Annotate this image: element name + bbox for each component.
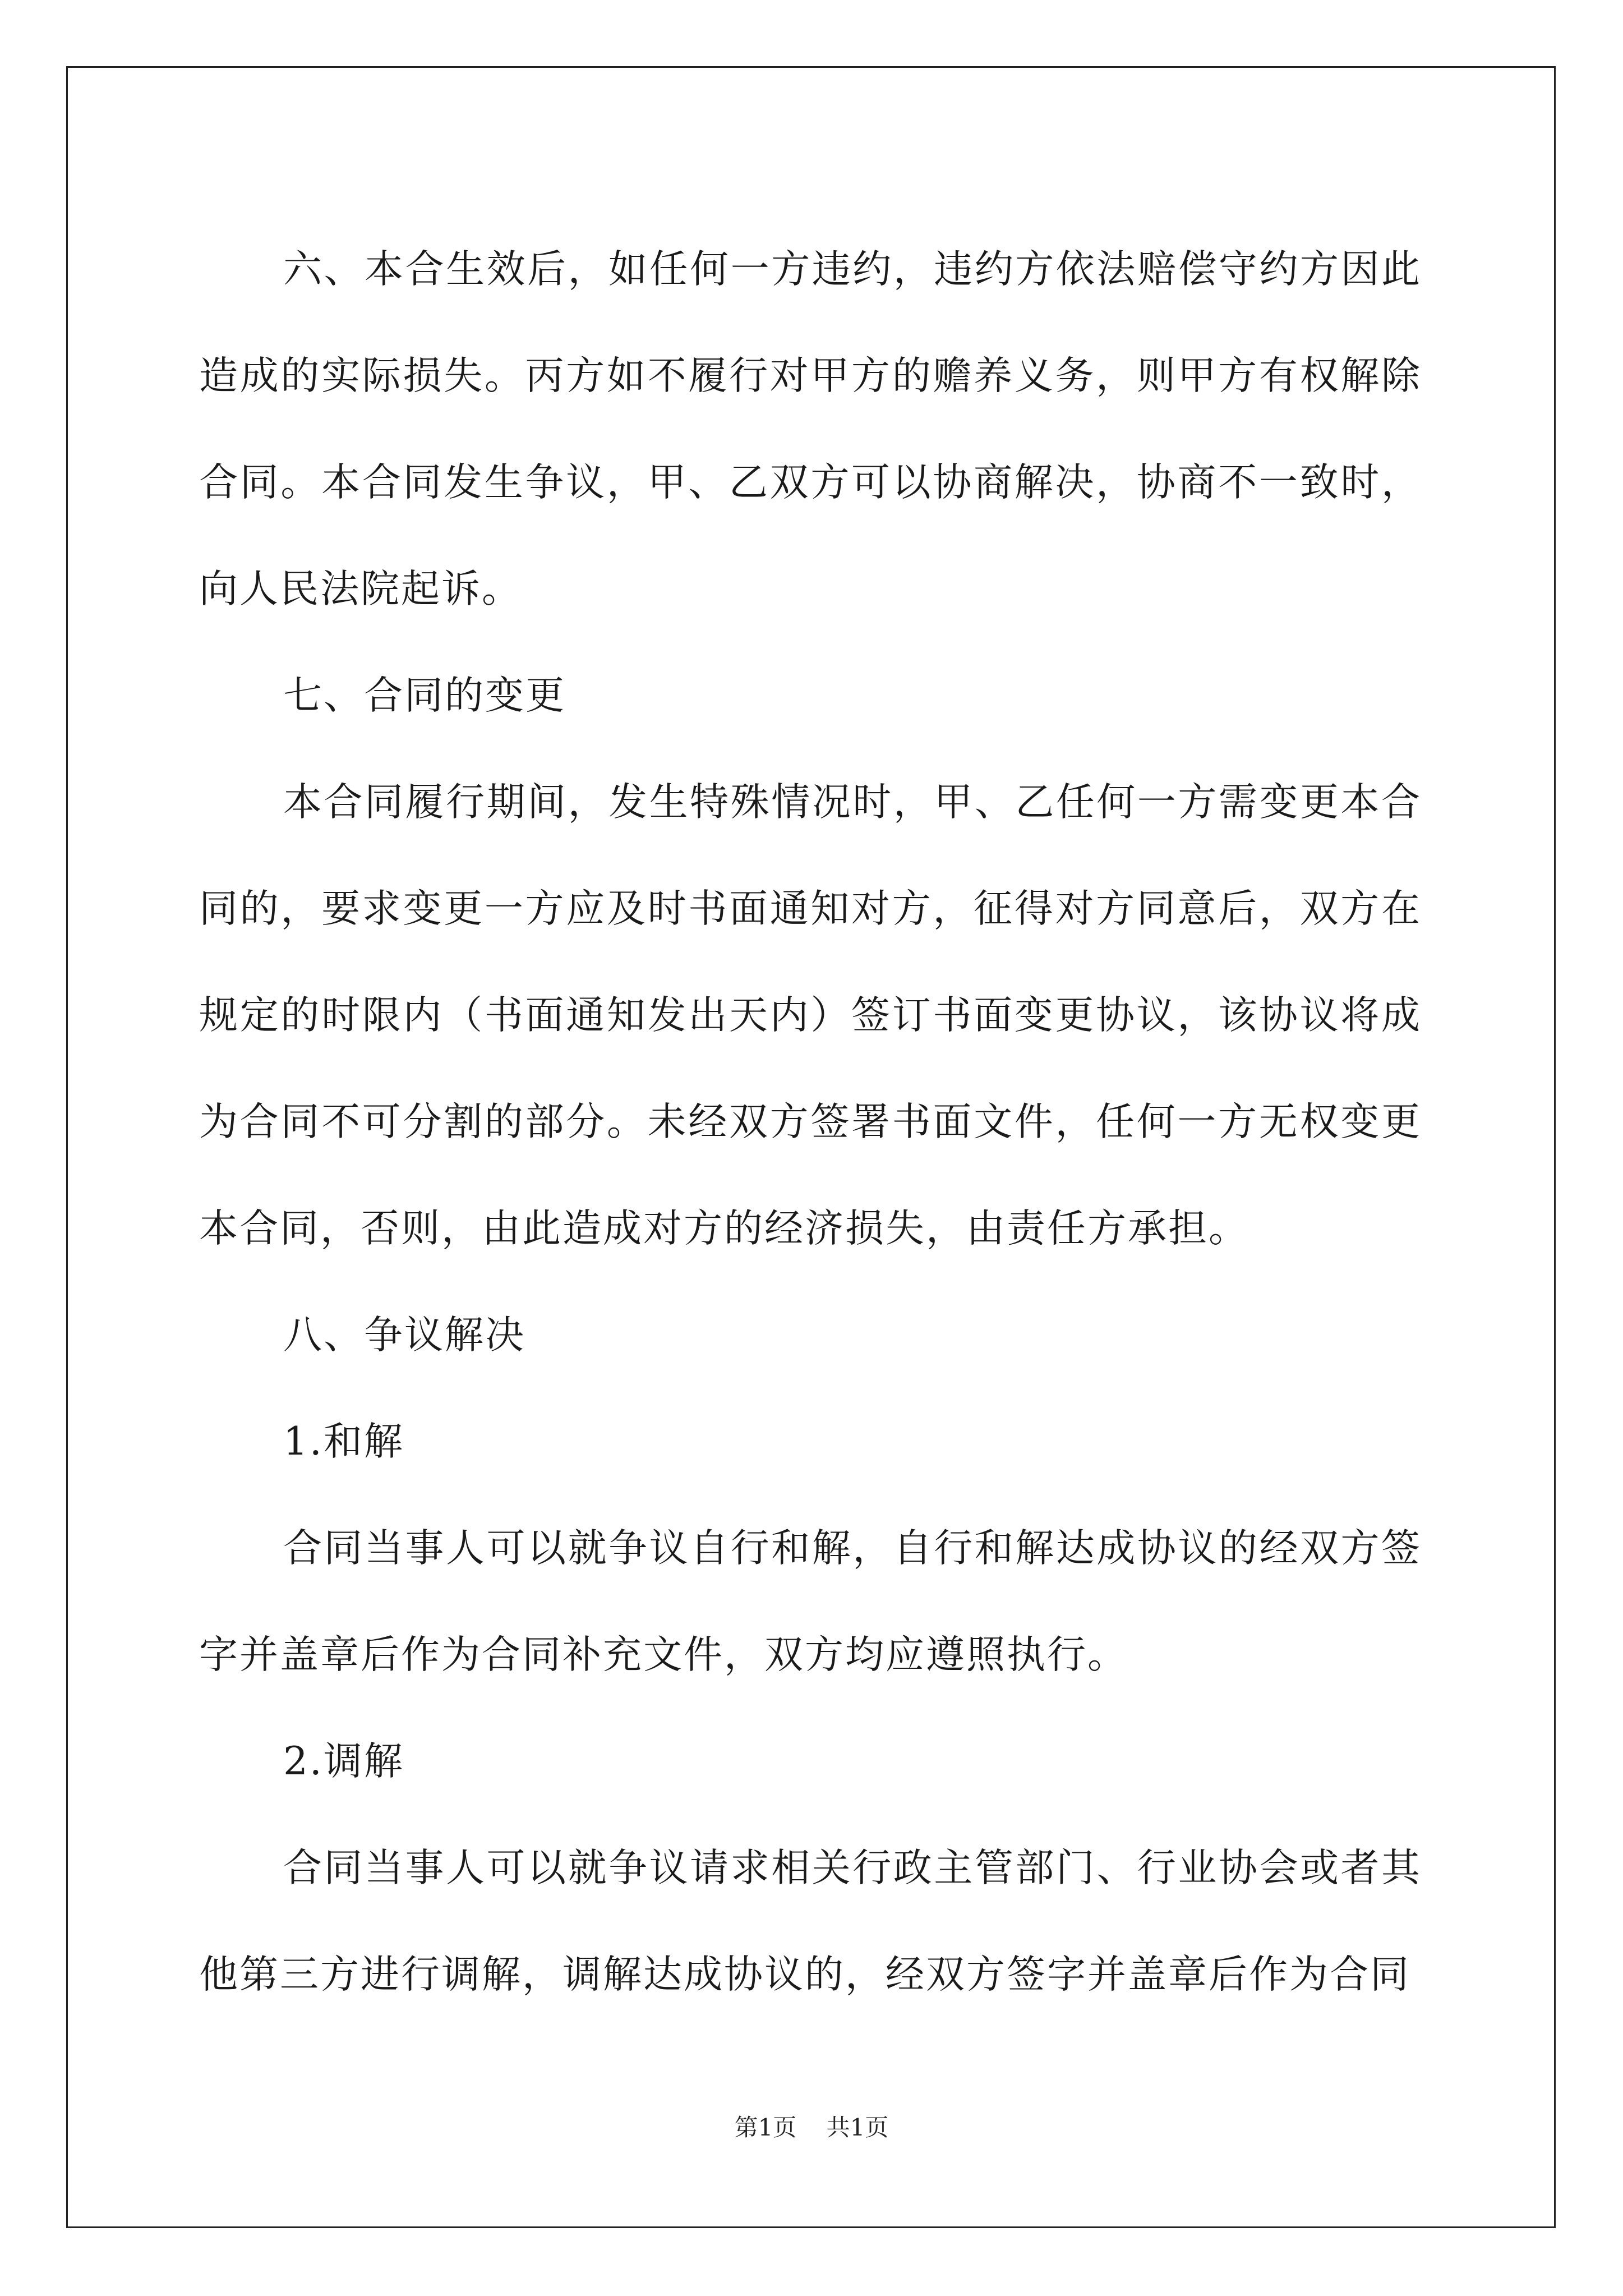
document-body [199, 216, 1422, 2028]
heading-section-7: 七、合同的变更 [283, 673, 566, 718]
heading-settlement: 1.和解 [283, 1419, 404, 1464]
paragraph-mediation: 合同当事人可以就争议请求相关行政主管部门、行业协会或者其他第三方进行调解，调解达成协议的，经双方签字并盖章后作为合同 [199, 1846, 1422, 1997]
paragraph-contract-change: 本合同履行期间，发生特殊情况时，甲、乙任何一方需变更本合同的，要求变更一方应及时书面通知对方，征得对方同意后，双方在规定的时限内（书面通知发出天内）签订书面变更协议，该协议将成为合同不可分割的部分。未经双方签署书面文件，任何一方无权变更本合同，否则，由此造成对方的经济损失，由责任方承担。 [199, 780, 1422, 1251]
paragraph-settlement: 合同当事人可以就争议自行和解，自行和解达成协议的经双方签字并盖章后作为合同补充文件，双方均应遵照执行。 [199, 1526, 1422, 1677]
page-footer [0, 2109, 1623, 2143]
heading-mediation: 2.调解 [283, 1739, 404, 1784]
heading-section-8: 八、争议解决 [283, 1313, 525, 1358]
page-number: 第1页 [734, 2114, 797, 2141]
page-total: 共1页 [826, 2114, 889, 2141]
paragraph-section-6: 六、本合生效后，如任何一方违约，违约方依法赔偿守约方因此造成的实际损失。丙方如不履行对甲方的赡养义务，则甲方有权解除合同。本合同发生争议，甲、乙双方可以协商解决，协商不一致时，向人民法院起诉。 [199, 247, 1422, 611]
